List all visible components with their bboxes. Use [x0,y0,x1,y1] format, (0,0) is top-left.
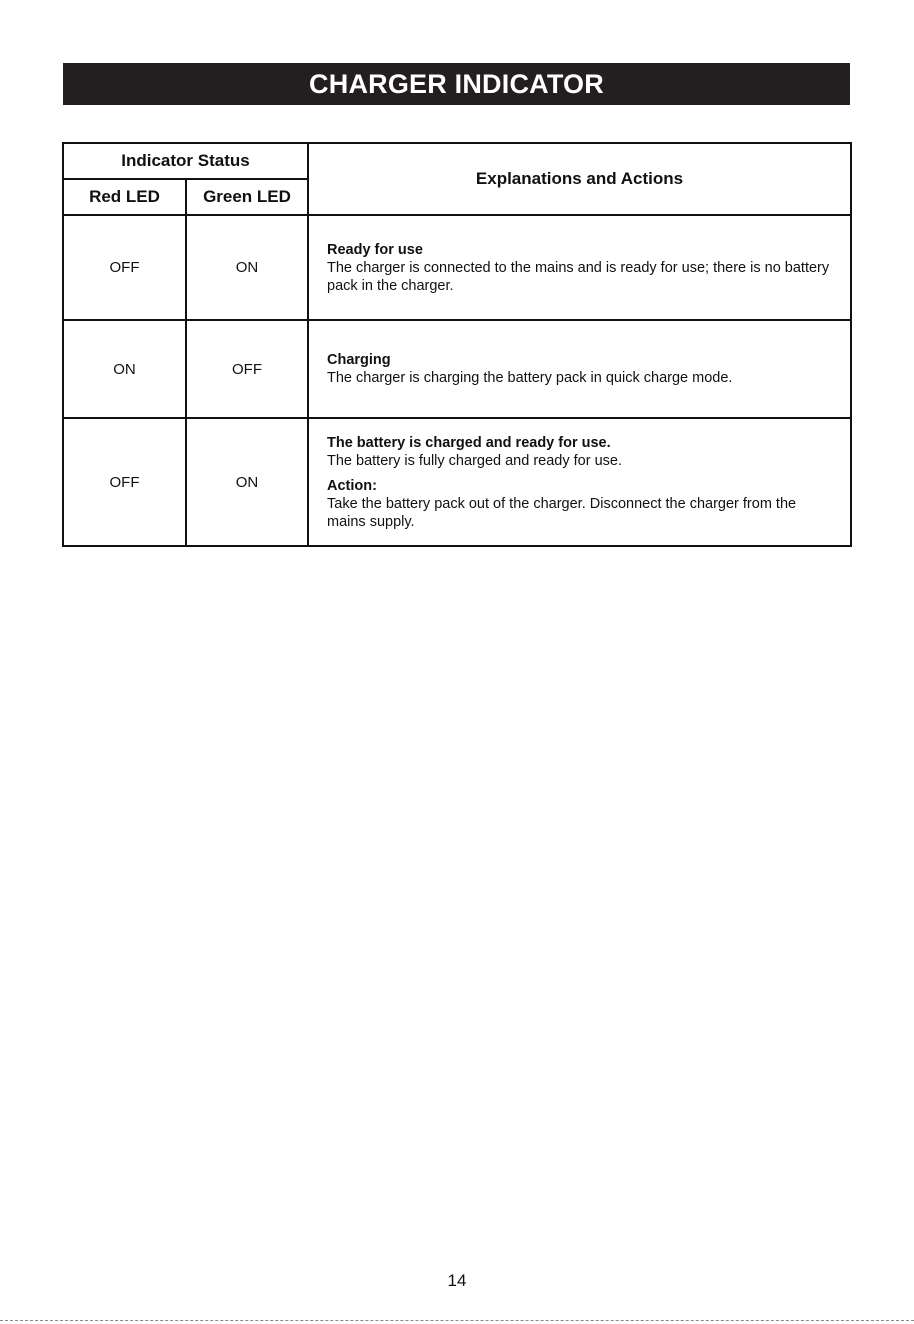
page-number: 14 [447,1271,467,1290]
table-row [63,215,851,320]
explanation-cell [308,215,851,320]
red-led-status: ON [63,320,186,418]
explanations-header: Explanations and Actions [308,143,851,215]
charger-indicator-table-container [62,142,850,547]
explanation-text: The battery is fully charged and ready for use. [327,452,622,469]
explanation-cell [308,418,851,546]
explanation-heading: The battery is charged and ready for use. [327,434,611,451]
green-led-status: ON [186,418,308,546]
page-title: CHARGER INDICATOR [309,68,604,99]
green-led-status: OFF [186,320,308,418]
table-row [63,320,851,418]
explanation-text: The charger is connected to the mains and is ready for use; there is no battery pack in the charger. [327,259,830,294]
indicator-status-header: Indicator Status [63,143,308,179]
charger-indicator-table [62,142,852,547]
red-led-status: OFF [63,215,186,320]
explanation-text: The charger is charging the battery pack in quick charge mode. [327,370,733,386]
explanation-cell [308,320,851,418]
green-led-status: ON [186,215,308,320]
explanation-heading: Charging [327,352,391,368]
explanation-heading: Ready for use [327,241,423,258]
footer-divider [0,1320,914,1321]
green-led-header: Green LED [186,179,308,215]
red-led-header: Red LED [63,179,186,215]
action-text: Take the battery pack out of the charger. Disconnect the charger from the mains supply. [327,495,797,530]
table-row [63,418,851,546]
action-heading: Action: [327,477,377,494]
title-banner [63,63,850,105]
red-led-status: OFF [63,418,186,546]
spacer [327,470,830,477]
